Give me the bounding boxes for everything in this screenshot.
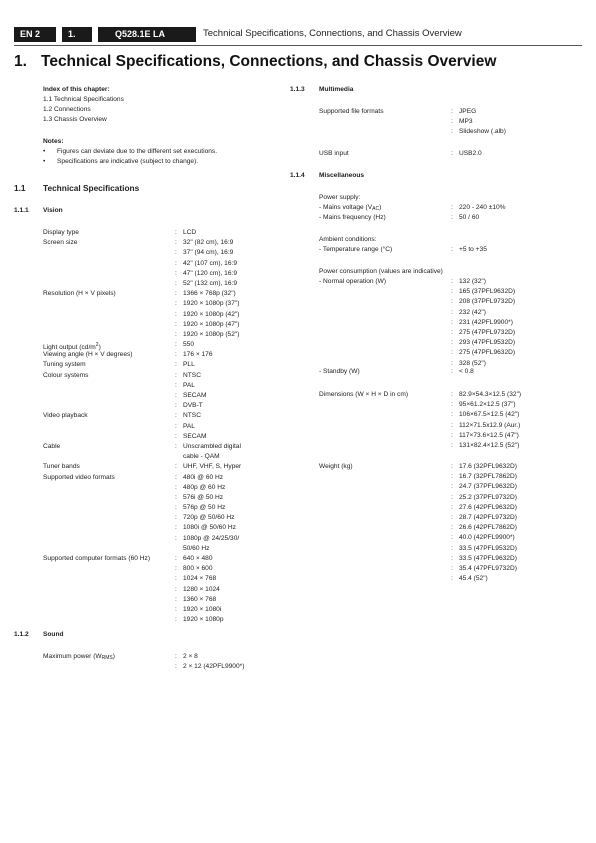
- ambient-heading: Ambient conditions:: [319, 236, 377, 243]
- spec-label-tuning-system: Tuning system: [43, 361, 86, 369]
- header-model-box: [98, 27, 196, 42]
- section-1-1-number: 1.1: [14, 183, 26, 193]
- spec-label-display-type: Display type: [43, 229, 79, 236]
- normal-operation-values: : 132 (32") : 165 (37PFL9632D) : 208 (37PFL9732D) : 232 (42") : 231 (42PFL9900*) : 275 (47PFL9732D) : 293 (47PFL9532D) : 275 (47PFL9632D) : 328 (52"): [451, 278, 516, 367]
- spec-label-tuner-bands: Tuner bands: [43, 463, 80, 471]
- note-item: • Figures can deviate due to the different set executions.: [43, 147, 217, 157]
- index-list: [43, 95, 124, 126]
- spec-label-video-playback: Video playback: [43, 412, 88, 420]
- spec-label-viewing-angle: Viewing angle (H × V degrees): [43, 351, 133, 359]
- vision-values: : LCD : 32" (82 cm), 16:9 : 37" (94 cm), 16:9 : 42" (107 cm), 16:9 : 47" (120 cm), 16:9 : 52" (132 cm), 16:9 : 1366 × 768p (32") : 1920 × 1080p (37") : 1920 × 1080p (42") : 1920 × 1080p (47") : 1920 × 1080p (52") : 550 : 176 × 176 : PLL : NTSC : PAL : SECAM : DVB-T : NTSC : PAL : SECAM : Unscrambled digital cable - QAM : UHF, VHF, S, Hyper : 480i @ 60 Hz : 480p @ 60 Hz : 576i @ 50 Hz : 576p @ 50 Hz : 720p @ 50/60 Hz : 1080i @ 50/60 Hz : 1080p @ 24/25/30/ 50/60 Hz : 640 × 480 : 800 × 600 : 1024 × 768 : 1280 × 1024 : 1360 × 768 : 1920 × 1080i : 1920 × 1080p: [175, 229, 242, 624]
- power-supply-values: : 220 - 240 ±10% : 50 / 60: [451, 204, 506, 222]
- section-1-1-1-number: 1.1.1: [14, 207, 29, 214]
- spec-label-video-formats: Supported video formats: [43, 473, 115, 481]
- section-1-1-1-title: Vision: [43, 207, 63, 214]
- header-rule: [14, 45, 582, 46]
- index-item-1-1[interactable]: 1.1 Technical Specifications: [43, 96, 124, 103]
- section-1-1-2-title: Sound: [43, 631, 64, 638]
- chapter-title-text: Technical Specifications, Connections, and Chassis Overview: [41, 53, 497, 70]
- spec-label-usb-input: USB input: [319, 150, 349, 157]
- spec-label-normal-operation: - Normal operation (W): [319, 278, 387, 286]
- index-item-1-2[interactable]: 1.2 Connections: [43, 106, 91, 114]
- usb-value: : USB2.0: [451, 150, 482, 157]
- header-title: Technical Specifications, Connections, and Chassis Overview: [203, 28, 462, 39]
- notes-list: [43, 147, 217, 167]
- dimensions-values: : 82.9×54.3×12.5 (32") : 95×61.2×12.5 (37") : 106×67.5×12.5 (42") : 112×71.5x12.9 (Aur.) : 117×73.6×12.5 (47") : 131×82.4×12.5 (52"): [451, 391, 522, 449]
- section-1-1-title: Technical Specifications: [43, 183, 140, 193]
- spec-label-mains-voltage: - Mains voltage $(V_{AC})$: [319, 204, 382, 213]
- notes-heading: Notes:: [43, 138, 64, 145]
- consumption-heading: Power consumption (values are indicative): [319, 268, 443, 275]
- spec-label-file-formats: Supported file formats: [319, 108, 384, 115]
- header-chapter-number: 1.: [68, 29, 76, 39]
- spec-label-resolution: Resolution (H × V pixels): [43, 290, 116, 298]
- ambient-block: [319, 235, 392, 255]
- note-item: • Specifications are indicative (subject to change).: [43, 157, 217, 167]
- spec-label-screen-size: Screen size: [43, 239, 78, 247]
- spec-label-max-power: Maximum power $(W_{RMS})$: [43, 653, 115, 661]
- header-chapter-box: [62, 27, 92, 42]
- consumption-block: [319, 267, 443, 287]
- file-format-values: : JPEG : MP3 : Slideshow (.alb): [451, 108, 506, 136]
- header-model: Q528.1E LA: [115, 29, 166, 39]
- spec-label-light-output: Light output $(cd/m^2)$: [43, 342, 101, 352]
- section-1-1-3-title: Multimedia: [319, 86, 354, 93]
- standby-value: : < 0.8: [451, 368, 474, 375]
- index-heading: Index of this chapter:: [43, 86, 110, 93]
- section-1-1-4-title: Miscellaneous: [319, 172, 365, 179]
- power-supply-block: [319, 193, 386, 224]
- section-1-1-2-number: 1.1.2: [14, 631, 29, 638]
- spec-label-mains-frequency: - Mains frequency (Hz): [319, 214, 386, 222]
- index-item-1-3[interactable]: 1.3 Chassis Overview: [43, 116, 107, 124]
- chapter-title: [14, 53, 496, 71]
- chapter-number: 1.: [14, 53, 27, 70]
- vision-labels: [43, 228, 150, 564]
- section-1-1-4-number: 1.1.4: [290, 172, 305, 179]
- spec-label-colour-systems: Colour systems: [43, 371, 89, 379]
- temperature-value: : +5 to +35: [451, 246, 487, 253]
- spec-label-dimensions: Dimensions (W × H × D in cm): [319, 391, 409, 398]
- weight-values: : 17.6 (32PFL9632D) : 16.7 (32PFL7862D) : 24.7 (37PFL9632D) : 25.2 (37PFL9732D) : 27.6 (42PFL9632D) : 28.7 (42PFL9732D) : 26.6 (42PFL7862D) : 40.0 (42PFL9900*) : 33.5 (47PFL9532D) : 33.5 (47PFL9632D) : 35.4 (47PFL9732D) : 45.4 (52"): [451, 463, 517, 583]
- sound-values: : 2 × 8 : 2 × 12 (42PFL9900*): [175, 653, 245, 671]
- power-supply-heading: Power supply:: [319, 194, 361, 201]
- section-1-1-3-number: 1.1.3: [290, 86, 305, 93]
- header-lang: EN 2: [20, 29, 41, 39]
- spec-label-weight: Weight (kg): [319, 463, 353, 470]
- header-lang-box: [14, 27, 56, 42]
- spec-label-cable: Cable: [43, 442, 61, 450]
- spec-label-standby: - Standby (W): [319, 368, 360, 375]
- spec-label-temperature: - Temperature range (°C): [319, 246, 393, 254]
- spec-label-computer-formats: Supported computer formats (60 Hz): [43, 555, 151, 562]
